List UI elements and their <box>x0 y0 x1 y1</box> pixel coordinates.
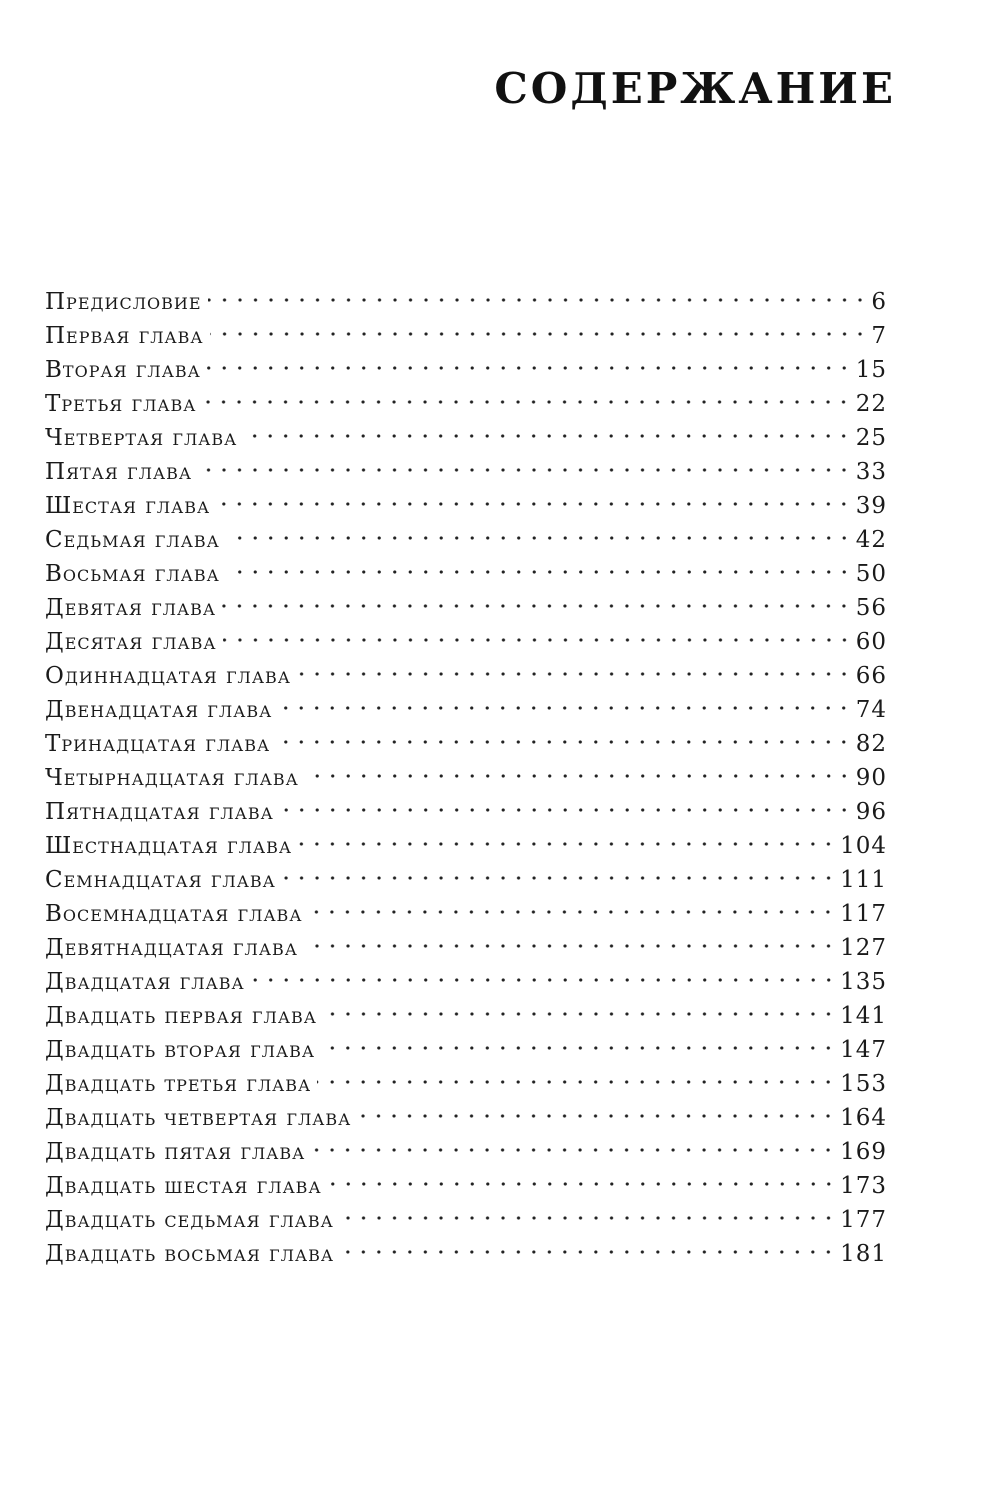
toc-entry-page-number: 82 <box>855 731 887 757</box>
toc-entry[interactable] <box>45 897 887 931</box>
dot-leader <box>317 1080 836 1084</box>
toc-entry-title: Девятая глава <box>45 595 217 621</box>
toc-entry-title: Седьмая глава <box>45 527 220 553</box>
toc-entry-title: Двадцать седьмая глава <box>45 1207 334 1233</box>
toc-entry-title: Тринадцатая глава <box>45 731 271 757</box>
toc-entry[interactable] <box>45 489 887 523</box>
dot-leader <box>280 808 852 812</box>
dot-leader <box>340 1216 836 1220</box>
dot-leader <box>210 332 868 336</box>
toc-entry-page-number: 7 <box>871 323 887 349</box>
toc-entry-title: Шестая глава <box>45 493 211 519</box>
toc-entry-page-number: 33 <box>855 459 887 485</box>
dot-leader <box>278 706 851 710</box>
toc-entry[interactable] <box>45 625 887 659</box>
dot-leader <box>226 536 852 540</box>
toc-entry-title: Третья глава <box>45 391 197 417</box>
toc-entry-title: Двадцать вторая глава <box>45 1037 316 1063</box>
toc-entry[interactable] <box>45 863 887 897</box>
dot-leader <box>198 468 852 472</box>
toc-entry-title: Двадцать пятая глава <box>45 1139 306 1165</box>
toc-entry-page-number: 60 <box>855 629 887 655</box>
toc-entry-title: Семнадцатая глава <box>45 867 276 893</box>
dot-leader <box>207 366 852 370</box>
toc-entry-page-number: 181 <box>840 1241 887 1267</box>
toc-entry-title: Восемнадцатая глава <box>45 901 303 927</box>
toc-entry-page-number: 177 <box>840 1207 887 1233</box>
toc-entry[interactable] <box>45 353 887 387</box>
toc-entry[interactable] <box>45 829 887 863</box>
dot-leader <box>328 1182 837 1186</box>
toc-entry[interactable] <box>45 387 887 421</box>
dot-leader <box>304 944 836 948</box>
dot-leader <box>202 400 851 404</box>
dot-leader <box>208 298 868 302</box>
dot-leader <box>297 672 852 676</box>
toc-entry-page-number: 141 <box>840 1003 887 1029</box>
toc-entry[interactable] <box>45 761 887 795</box>
dot-leader <box>222 604 852 608</box>
toc-entry[interactable] <box>45 965 887 999</box>
toc-entry-title: Двадцать первая глава <box>45 1003 317 1029</box>
dot-leader <box>323 1012 836 1016</box>
toc-entry-page-number: 66 <box>855 663 887 689</box>
dot-leader <box>305 774 852 778</box>
toc-entry-page-number: 96 <box>855 799 887 825</box>
toc-entry-page-number: 22 <box>855 391 887 417</box>
toc-entry-page-number: 173 <box>840 1173 887 1199</box>
toc-entry[interactable] <box>45 1067 887 1101</box>
toc-entry-page-number: 117 <box>840 901 887 927</box>
dot-leader <box>282 876 836 880</box>
toc-entry-page-number: 135 <box>840 969 887 995</box>
toc-entry-page-number: 56 <box>855 595 887 621</box>
dot-leader <box>251 978 836 982</box>
toc-entry[interactable] <box>45 1169 887 1203</box>
toc-entry-title: Десятая глава <box>45 629 217 655</box>
toc-entry[interactable] <box>45 931 887 965</box>
toc-entry-title: Пятая глава <box>45 459 192 485</box>
toc-entry-title: Двенадцатая глава <box>45 697 273 723</box>
page-title: СОДЕРЖАНИЕ <box>494 64 896 113</box>
toc-entry-page-number: 50 <box>855 561 887 587</box>
dot-leader <box>357 1114 836 1118</box>
toc-entry[interactable] <box>45 727 887 761</box>
toc-entry-title: Двадцать шестая глава <box>45 1173 322 1199</box>
dot-leader <box>216 502 852 506</box>
dot-leader <box>321 1046 836 1050</box>
toc-entry-title: Первая глава <box>45 323 204 349</box>
dot-leader <box>340 1250 836 1254</box>
toc-entry-title: Двадцать третья глава <box>45 1071 312 1097</box>
toc-entry[interactable] <box>45 1237 887 1271</box>
toc-entry-title: Вторая глава <box>45 357 201 383</box>
dot-leader <box>243 434 851 438</box>
toc-entry-page-number: 153 <box>840 1071 887 1097</box>
toc-entry[interactable] <box>45 455 887 489</box>
toc-entry-title: Восьмая глава <box>45 561 220 587</box>
toc-entry[interactable] <box>45 523 887 557</box>
toc-entry-page-number: 39 <box>855 493 887 519</box>
toc-entry-page-number: 15 <box>855 357 887 383</box>
dot-leader <box>298 842 836 846</box>
toc-entry-title: Предисловие <box>45 289 202 315</box>
dot-leader <box>308 910 836 914</box>
toc-entry-page-number: 90 <box>855 765 887 791</box>
toc-entry-page-number: 6 <box>871 289 887 315</box>
toc-entry[interactable] <box>45 591 887 625</box>
toc-entry[interactable] <box>45 999 887 1033</box>
toc-entry-title: Двадцать четвертая глава <box>45 1105 352 1131</box>
toc-entry-title: Одиннадцатая глава <box>45 663 291 689</box>
toc-entry[interactable] <box>45 285 887 319</box>
toc-entry-title: Пятнадцатая глава <box>45 799 274 825</box>
toc-entry-title: Шестнадцатая глава <box>45 833 292 859</box>
toc-entry[interactable] <box>45 319 887 353</box>
toc-entry-title: Двадцатая глава <box>45 969 245 995</box>
toc-entry-page-number: 42 <box>855 527 887 553</box>
toc-entry-page-number: 127 <box>840 935 887 961</box>
toc-entry-page-number: 169 <box>840 1139 887 1165</box>
dot-leader <box>226 570 852 574</box>
toc-entry[interactable] <box>45 421 887 455</box>
dot-leader <box>223 638 852 642</box>
toc-entry-page-number: 104 <box>840 833 887 859</box>
toc-entry[interactable] <box>45 1033 887 1067</box>
toc-entry[interactable] <box>45 795 887 829</box>
toc-entry-title: Четырнадцатая глава <box>45 765 299 791</box>
dot-leader <box>276 740 852 744</box>
table-of-contents <box>45 285 887 1271</box>
toc-entry-title: Четвертая глава <box>45 425 238 451</box>
toc-entry-title: Девятнадцатая глава <box>45 935 298 961</box>
toc-entry[interactable] <box>45 1135 887 1169</box>
toc-entry-page-number: 25 <box>855 425 887 451</box>
toc-entry[interactable] <box>45 1203 887 1237</box>
toc-entry-title: Двадцать восьмая глава <box>45 1241 334 1267</box>
toc-entry-page-number: 74 <box>855 697 887 723</box>
toc-entry-page-number: 111 <box>840 867 887 893</box>
toc-entry[interactable] <box>45 557 887 591</box>
toc-entry[interactable] <box>45 659 887 693</box>
toc-entry-page-number: 164 <box>840 1105 887 1131</box>
dot-leader <box>311 1148 836 1152</box>
toc-entry[interactable] <box>45 693 887 727</box>
toc-entry-page-number: 147 <box>840 1037 887 1063</box>
toc-entry[interactable] <box>45 1101 887 1135</box>
